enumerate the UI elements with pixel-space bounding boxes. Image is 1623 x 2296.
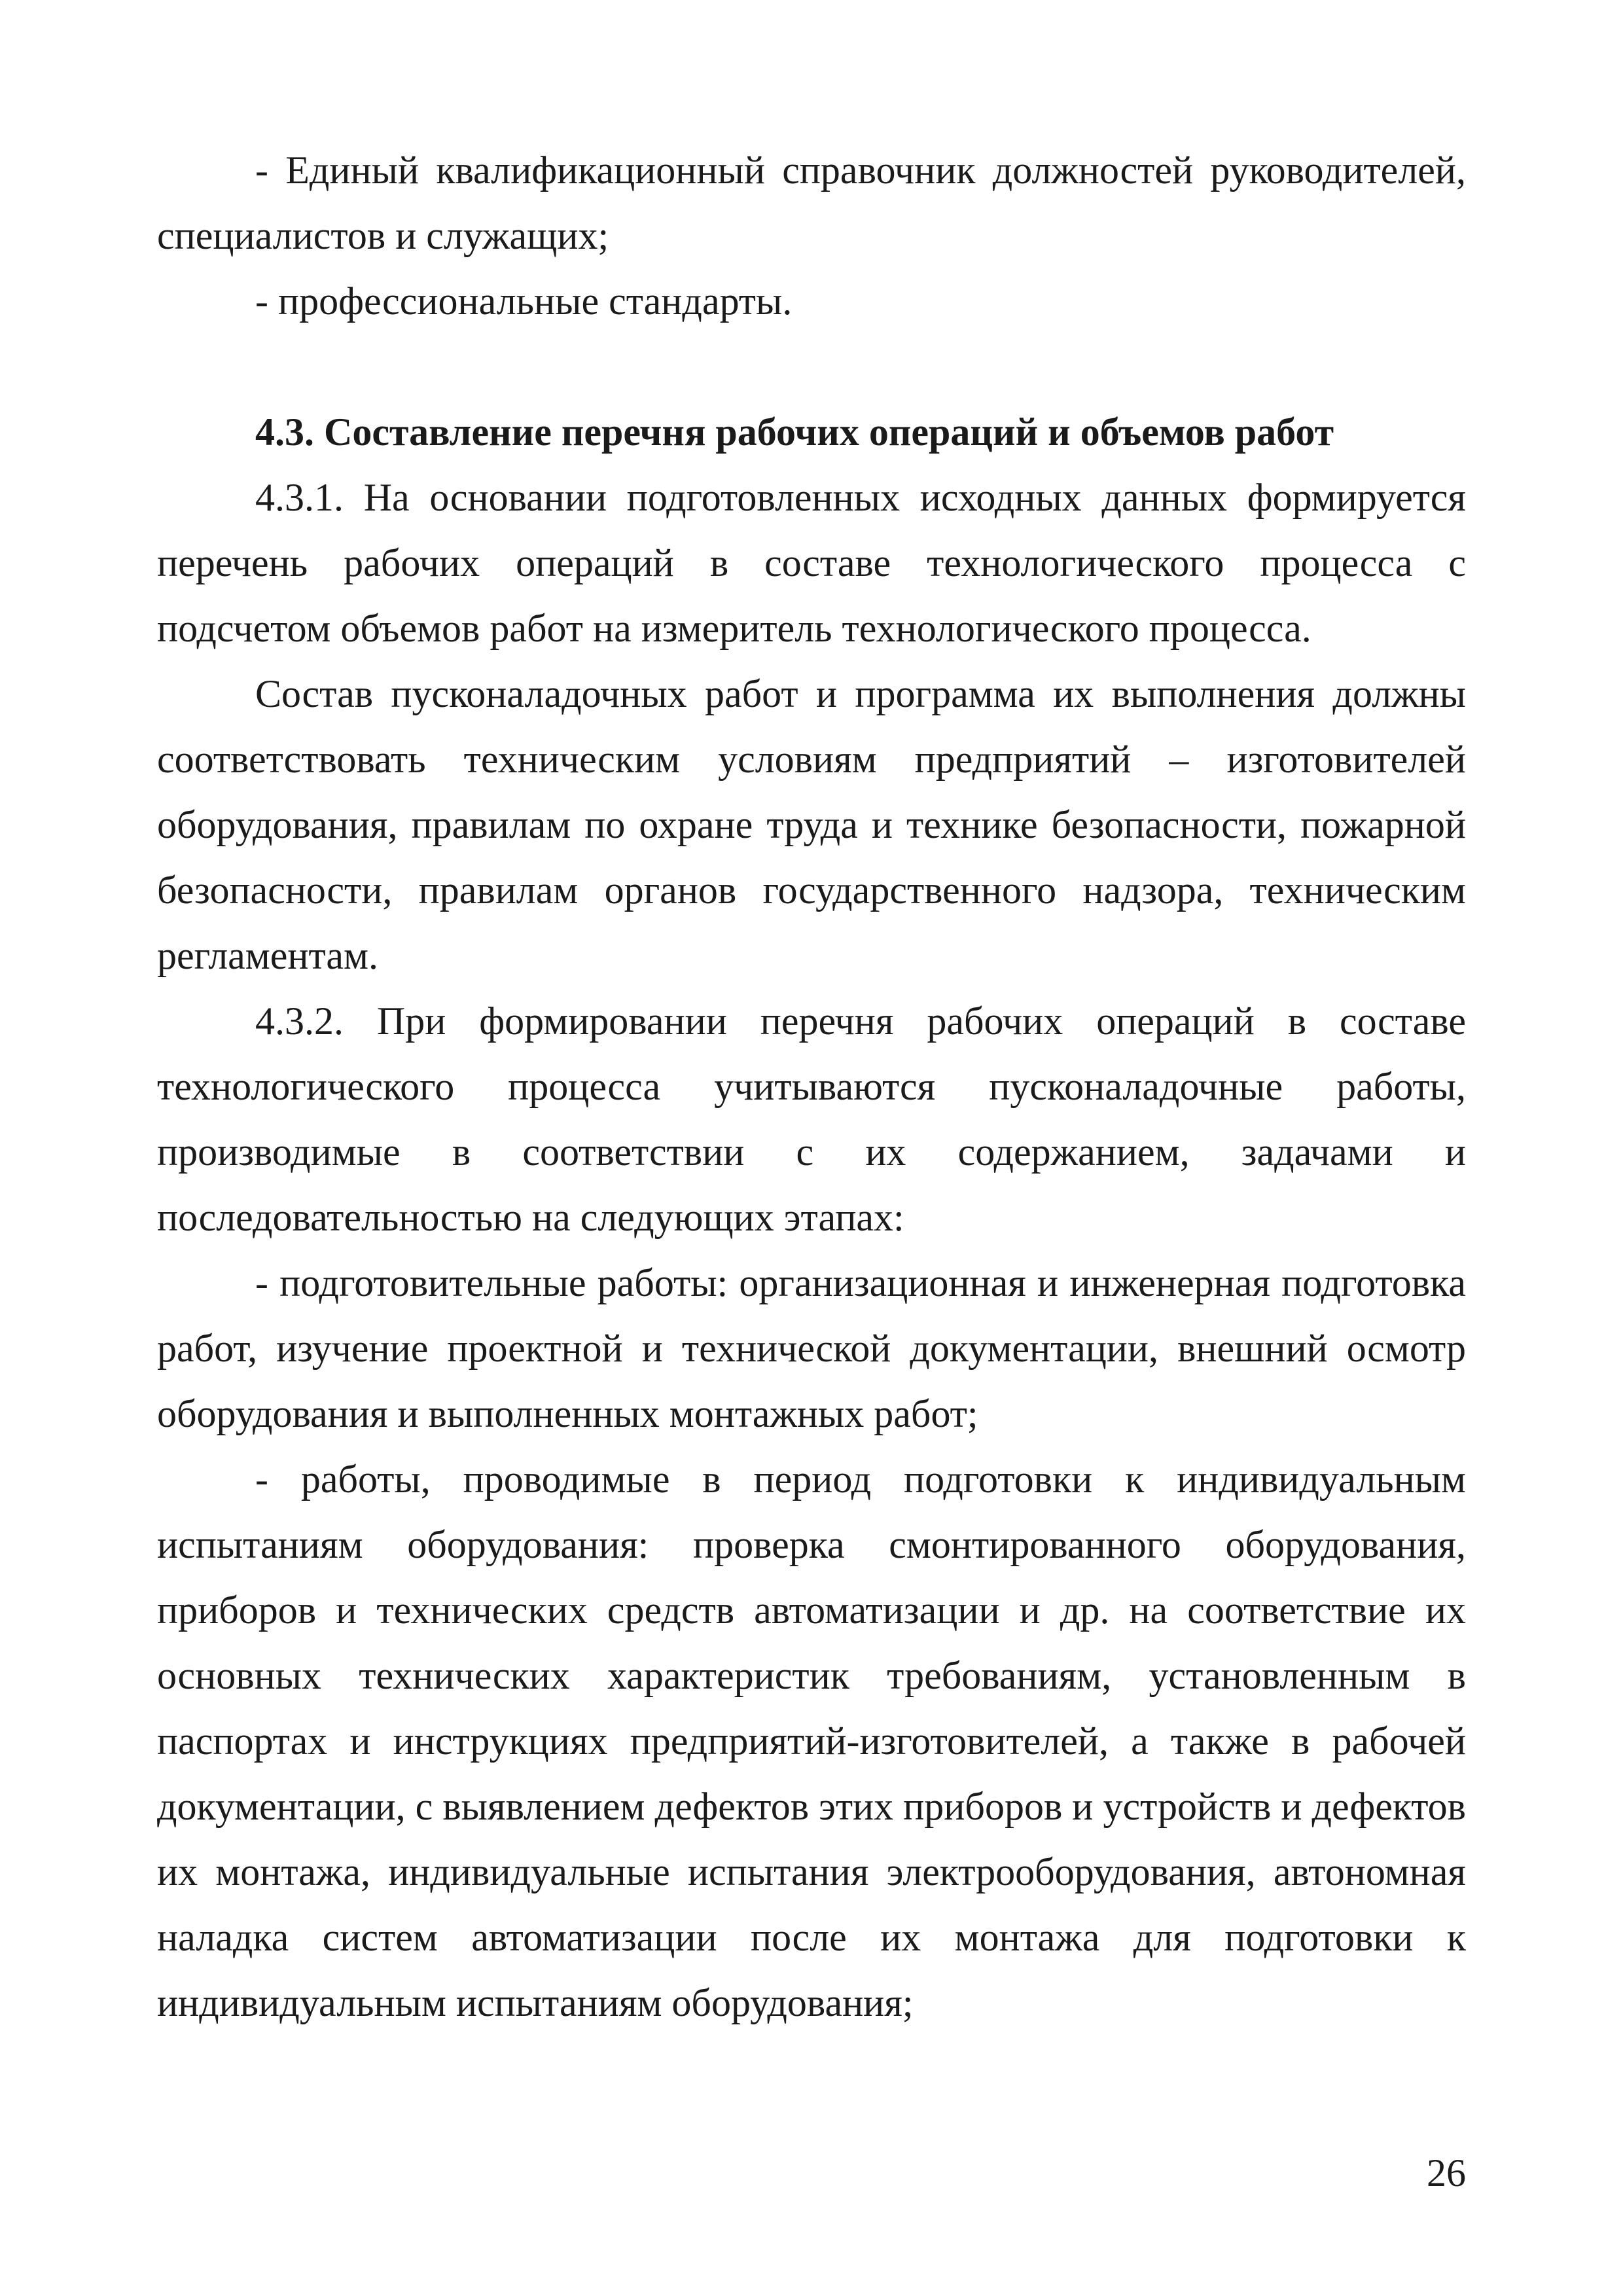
list-item-preparatory-works: - подготовительные работы: организационная и инженерная подготовка работ, изучение проектной и технической документации, внешний осмотр оборудования и выполненных монтажных работ; [157, 1261, 1466, 1435]
paragraph-composition: Состав пусконаладочных работ и программа их выполнения должны соответствовать техническим условиям предприятий – изготовителей оборудования, правилам по охране труда и технике безопасности, пожарной безопасности, правилам органов государственного надзора, техническим регламентам. [157, 672, 1466, 977]
list-item-professional-standards: - профессиональные стандарты. [255, 279, 793, 323]
paragraph-4-3-2: 4.3.2. При формировании перечня рабочих операций в составе технологического процесса учитываются пусконаладочные работы, производимые в соответствии с их содержанием, задачами и последовательностью на следующих этапах: [157, 999, 1466, 1239]
section-heading: 4.3. Составление перечня рабочих операций и объемов работ [255, 410, 1334, 454]
paragraph-4-3-1: 4.3.1. На основании подготовленных исходных данных формируется перечень рабочих операций в составе технологического процесса с подсчетом объемов работ на измеритель технологического процесса. [157, 476, 1466, 650]
page-number: 26 [1427, 2151, 1466, 2195]
list-item-unified-handbook: - Единый квалификационный справочник должностей руководителей, специалистов и служащих; [157, 149, 1466, 257]
page-body [157, 137, 1466, 2036]
list-item-pre-testing-works: - работы, проводимые в период подготовки к индивидуальным испытаниям оборудования: проверка смонтированного оборудования, приборов и технических средств автоматизации и др. на соответствие их основных технических характеристик требованиям, установленным в паспортах и инструкциях предприятий-изготовителей, а также в рабочей документации, с выявлением дефектов этих приборов и устройств и дефектов их монтажа, индивидуальные испытания электрооборудования, автономная наладка систем автоматизации после их монтажа для подготовки к индивидуальным испытаниям оборудования; [157, 1458, 1466, 2024]
